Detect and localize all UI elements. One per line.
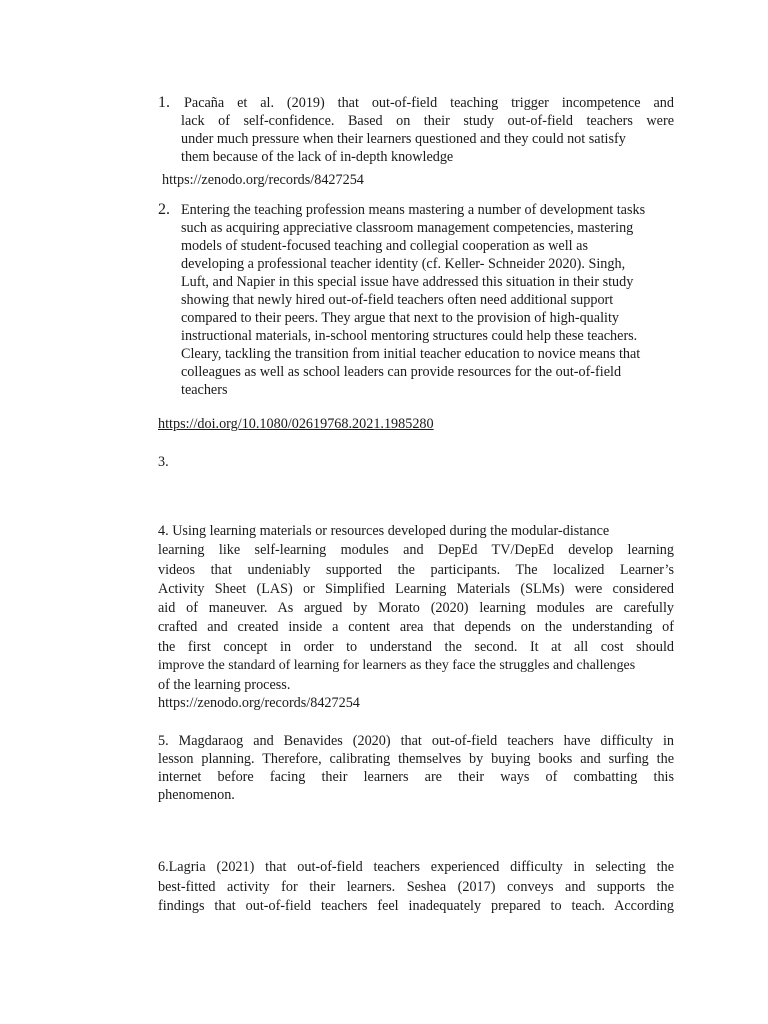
item-6-line-1: 6.Lagria (2021) that out-of-field teachers experienced difficulty in selecting the [158,859,674,875]
item-number: 2. [158,201,170,218]
item-2-line-6: showing that newly hired out-of-field teachers often need additional support [181,292,614,308]
list-item-5 [158,732,674,804]
item-4-line-2: learning like self-learning modules and DepEd TV/DepEd develop learning [158,542,674,559]
item-2-line-11: teachers [181,382,228,398]
item-1-line-1: Pacaña et al. (2019) that out-of-field teaching trigger incompetence and [184,95,674,111]
item-2-line-9: Cleary, tackling the transition from initial teacher education to novice means that [181,346,641,362]
item-4-line-8: improve the standard of learning for learners as they face the struggles and challenges [158,658,636,674]
list-item-1 [158,94,674,166]
item-4-line-3: videos that undeniably supported the participants. The localized Learner’s [158,561,674,578]
item-5-line-3: internet before facing their learners are their ways of combatting this [158,769,674,785]
item-2-line-4: developing a professional teacher identity (cf. Keller- Schneider 2020). Singh, [181,256,626,272]
item-4-url[interactable]: https://zenodo.org/records/8427254 [158,695,360,712]
item-4-line-9: of the learning process. [158,677,291,694]
item-1-line-3: under much pressure when their learners questioned and they could not satisfy [181,131,626,147]
item-1-first-line [158,94,674,112]
list-item-2 [158,201,674,399]
item-5-line-1: 5. Magdaraog and Benavides (2020) that out-of-field teachers have difficulty in [158,733,674,749]
item-2-first-line [158,201,674,219]
item-number: 1. [158,94,170,111]
item-1-line-4: them because of the lack of in-depth knowledge [181,149,454,165]
item-2-line-7: compared to their peers. They argue that next to the provision of high-quality [181,310,619,326]
item-2-line-8: instructional materials, in-school mentoring structures could help these teachers. [181,328,638,344]
list-item-6 [158,858,674,915]
item-4-line-4: Activity Sheet (LAS) or Simplified Learning Materials (SLMs) were considered [158,580,674,597]
list-item-4 [158,522,674,712]
item-1-url[interactable]: https://zenodo.org/records/8427254 [162,172,364,188]
item-5-line-4: phenomenon. [158,787,235,803]
list-item-3-number: 3. [158,454,169,470]
item-2-doi-link[interactable]: https://doi.org/10.1080/02619768.2021.1985280 [158,416,434,432]
item-4-line-6: crafted and created inside a content area that depends on the understanding of [158,619,674,636]
item-5-line-2: lesson planning. Therefore, calibrating themselves by buying books and surfing the [158,751,674,767]
item-1-line-2: lack of self-confidence. Based on their study out-of-field teachers were [181,113,674,129]
item-6-line-2: best-fitted activity for their learners. Seshea (2017) conveys and supports the [158,878,674,895]
item-2-line-3: models of student-focused teaching and collegial cooperation as well as [181,238,588,254]
item-2-line-2: such as acquiring appreciative classroom management competencies, mastering [181,220,634,236]
item-4-line-1: 4. Using learning materials or resources developed during the modular-distance [158,523,610,539]
item-6-line-3: findings that out-of-field teachers feel inadequately prepared to teach. According [158,898,674,914]
item-4-line-7: the first concept in order to understand the second. It at all cost should [158,638,674,655]
item-2-line-1: Entering the teaching profession means mastering a number of development tasks [181,202,646,218]
item-4-line-5: aid of maneuver. As argued by Morato (2020) learning modules are carefully [158,600,674,617]
item-2-line-10: colleagues as well as school leaders can provide resources for the out-of-field [181,364,622,380]
item-2-line-5: Luft, and Napier in this special issue have addressed this situation in their study [181,274,634,290]
